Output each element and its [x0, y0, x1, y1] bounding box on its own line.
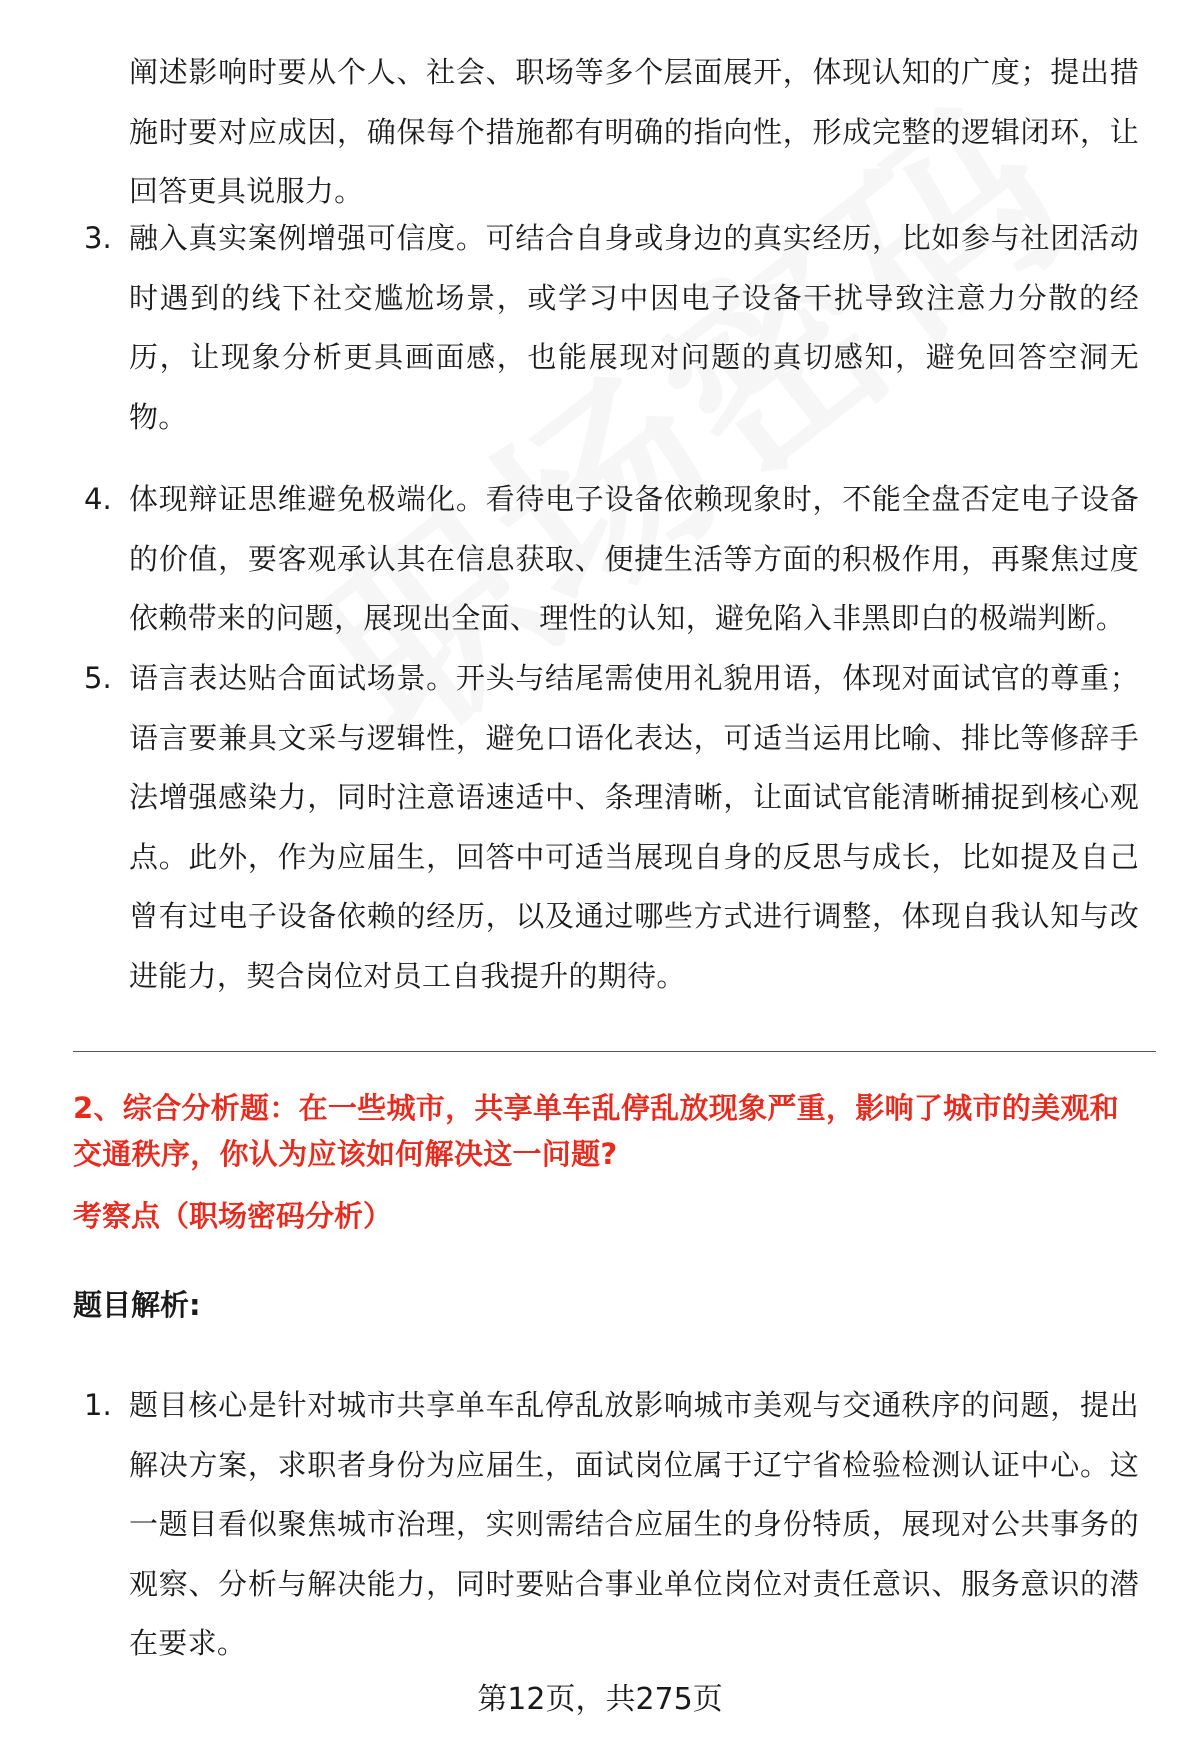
- list-number: 1.: [84, 1388, 112, 1422]
- list-text: 题目核心是针对城市共享单车乱停乱放影响城市美观与交通秩序的问题，提出解决方案，求职者身份为应届生，面试岗位属于辽宁省检验检测认证中心。这一题目看似聚焦城市治理，实则需结合应届生的身份特质，展现对公共事务的观察、分析与解决能力，同时要贴合事业单位岗位对责任意识、服务意识的潜在要求。: [129, 1388, 1139, 1660]
- list-text: 融入真实案例增强可信度。可结合自身或身边的真实经历，比如参与社团活动时遇到的线下社交尴尬场景，或学习中因电子设备干扰导致注意力分散的经历，让现象分析更具画面感，也能展现对问题的真切感知，避免回答空洞无物。: [129, 221, 1139, 434]
- section-divider: [73, 1051, 1156, 1052]
- analysis-heading: 题目解析:: [73, 1288, 201, 1322]
- list-number: 3.: [84, 221, 112, 255]
- continuation-paragraph: 阐述影响时要从个人、社会、职场等多个层面展开，体现认知的广度；提出措施时要对应成因，确保每个措施都有明确的指向性，形成完整的逻辑闭环，让回答更具说服力。: [129, 55, 1139, 208]
- list-number: 4.: [84, 482, 112, 516]
- list-number: 5.: [84, 661, 112, 695]
- page-footer: 第12页，共275页: [477, 1682, 723, 1717]
- list-text: 语言表达贴合面试场景。开头与结尾需使用礼貌用语，体现对面试官的尊重；语言要兼具文采与逻辑性，避免口语化表达，可适当运用比喻、排比等修辞手法增强感染力，同时注意语速适中、条理清晰，让面试官能清晰捕捉到核心观点。此外，作为应届生，回答中可适当展现自身的反思与成长，比如提及自己曾有过电子设备依赖的经历，以及通过哪些方式进行调整，体现自我认知与改进能力，契合岗位对员工自我提升的期待。: [129, 661, 1139, 993]
- list-text: 体现辩证思维避免极端化。看待电子设备依赖现象时，不能全盘否定电子设备的价值，要客观承认其在信息获取、便捷生活等方面的积极作用，再聚焦过度依赖带来的问题，展现出全面、理性的认知，避免陷入非黑即白的极端判断。: [129, 482, 1139, 635]
- question-title: 2、综合分析题：在一些城市，共享单车乱停乱放现象严重，影响了城市的美观和交通秩序，你认为应该如何解决这一问题?: [73, 1091, 1119, 1171]
- kaochadian-heading: 考察点（职场密码分析）: [73, 1199, 393, 1233]
